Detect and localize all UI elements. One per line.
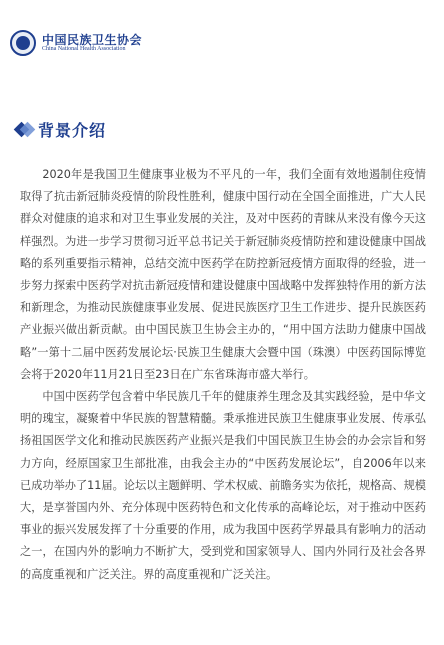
org-logo-icon	[10, 30, 36, 56]
org-name-cn: 中国民族卫生协会	[42, 32, 143, 47]
diamond-icon	[16, 122, 32, 138]
org-name-en: China National Health Association	[42, 46, 126, 53]
section-heading	[16, 118, 106, 141]
org-name-block	[42, 34, 142, 53]
paragraph-1: 2020年是我国卫生健康事业极为不平凡的一年，我们全面有效地遏制住疫情取得了抗击新冠肺炎疫情的阶段性胜利，健康中国行动在全国全面推进，广大人民群众对健康的追求和对卫生事业发展的关注，及对中医药的青睐从来没有像今天这样强烈。为进一步学习贯彻习近平总书记关于新冠肺炎疫情防控和建设健康中国战略的系列重要指示精神，总结交流中医药学在防控新冠疫情方面取得的经验，进一步努力探索中医药学对抗击新冠疫情和建设健康中国战略中发挥独特作用的新方法和新理念，为推动民族健康事业发展、促进民族医疗卫生工作进步、提升民族医药产业振兴做出新贡献。由中国民族卫生协会主办的，“用中国方法助力健康中国战略”一第十二届中医药发展论坛·民族卫生健康大会暨中国（珠澳）中医药国际博览会将于2020年11月21日至23日在广东省珠海市盛大举行。	[20, 168, 426, 381]
logo-emblem	[16, 36, 30, 50]
org-header	[10, 30, 142, 56]
section-title: 背景介绍	[38, 121, 107, 140]
paragraph-2: 中国中医药学包含着中华民族几千年的健康养生理念及其实践经验，是中华文明的瑰宝，凝聚着中华民族的智慧精髓。秉承推进民族卫生健康事业发展、传承弘扬祖国医学文化和推动民族医药产业振兴是我们中国民族卫生协会的办会宗旨和努力方向，经原国家卫生部批准，由我会主办的“中医药发展论坛”，自2006年以来已成功举办了11届。论坛以主题鲜明、学术权威、前瞻务实为依托，规格高、规模大，是享誉国内外、充分体现中医药特色和文化传承的高峰论坛，对于推动中医药事业的振兴发展发挥了十分重要的作用，成为我国中医药学界最具有影响力的活动之一，在国内外的影响力不断扩大，受到党和国家领导人、国内外同行及社会各界的高度重视和广泛关注。界的高度重视和广泛关注。	[20, 390, 426, 581]
body-text	[20, 164, 426, 586]
